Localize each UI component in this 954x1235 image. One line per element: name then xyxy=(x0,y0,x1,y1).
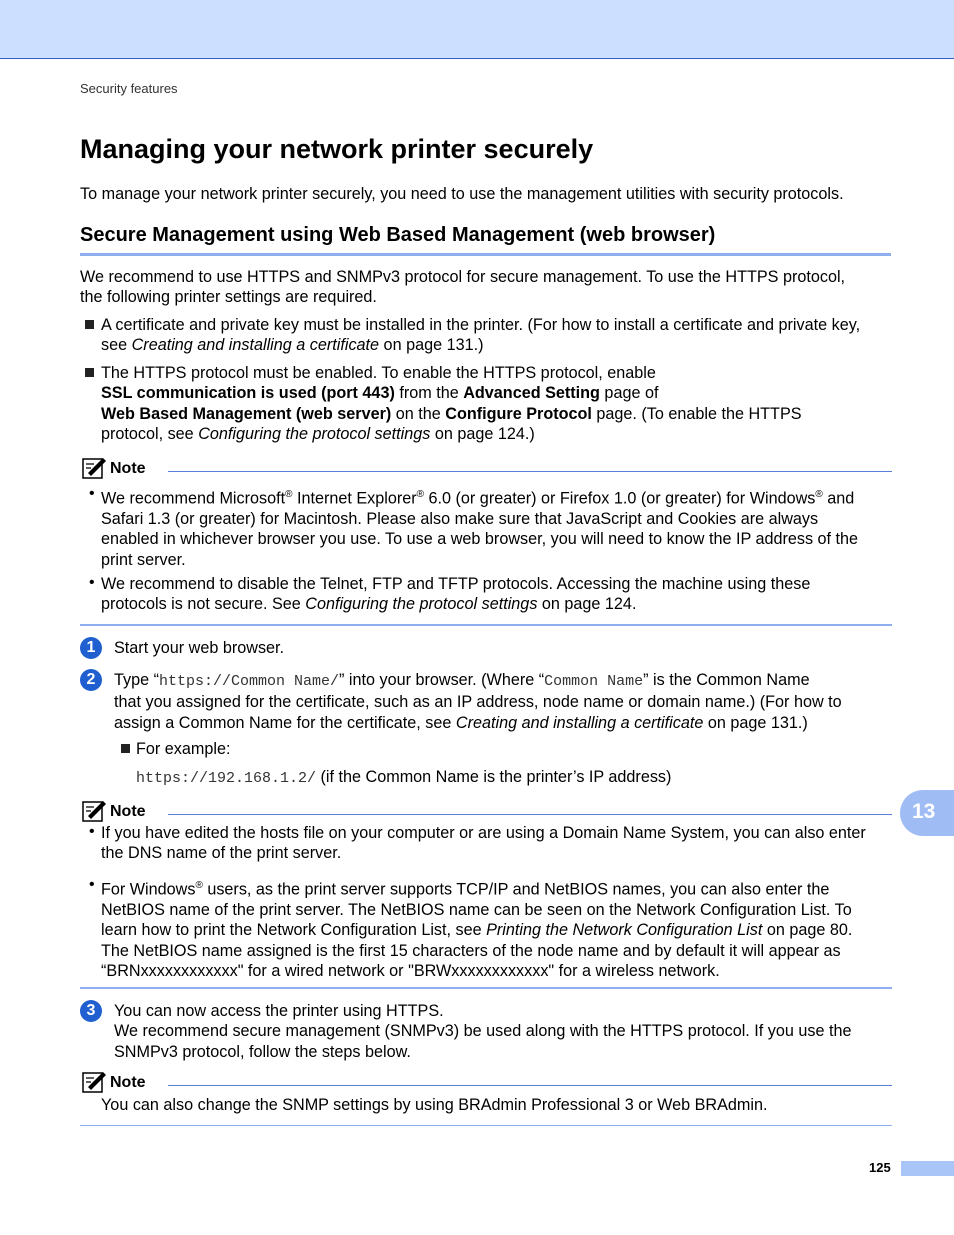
note2-item-netbios: For Windows® users, as the print server supports TCP/IP and NetBIOS names, you can also enter the NetBIOS name of the print server. The NetBIOS name can be seen on the Network Configuration List. To learn how to print the Network Configuration List, see Printing the Network Configuration List on page 80. The NetBIOS name assigned is the first 15 characters of the node name and by default it will appear as “BRNxxxxxxxxxxxx" for a wired network or "BRWxxxxxxxxxxxx" for a wireless network. xyxy=(101,880,853,981)
note-end-rule xyxy=(80,1125,892,1126)
note-end-rule xyxy=(80,624,892,626)
example-label: For example: xyxy=(136,740,231,758)
bullet-square-icon xyxy=(85,320,94,329)
note-pencil-icon xyxy=(82,456,108,480)
page-number: 125 xyxy=(869,1160,891,1175)
note2-item-dns: If you have edited the hosts file on your computer or are using a Domain Name System, you can also enter the DNS name of the print server. xyxy=(101,824,866,863)
bullet-certificate: A certificate and private key must be installed in the printer. (For how to install a certificate and private key, see Creating and installing a certificate on page 131.) xyxy=(101,316,861,355)
step-3-text: You can now access the printer using HTTPS. We recommend secure management (SNMPv3) be used along with the HTTPS protocol. If you use the SNMPv3 protocol, follow the steps below. xyxy=(114,1002,852,1061)
note-header: Note xyxy=(80,799,892,823)
page-title: Managing your network printer securely xyxy=(80,134,594,164)
bullet-square-icon xyxy=(121,744,130,753)
bullet-https: The HTTPS protocol must be enabled. To enable the HTTPS protocol, enable SSL communication is used (port 443) from the Advanced Setting page of Web Based Management (web server) on the Configure Protocol page. (To enable the HTTPS protocol, see Configuring the protocol settings on page 124.) xyxy=(101,364,802,444)
step-1-text: Start your web browser. xyxy=(114,639,285,657)
note-header: Note xyxy=(80,1070,892,1094)
step-3-badge: 3 xyxy=(80,1000,102,1022)
chapter-tab: 13 xyxy=(900,790,954,836)
section-heading: Secure Management using Web Based Management (web browser) xyxy=(80,224,891,256)
note1-item-browser: We recommend Microsoft® Internet Explorer® 6.0 (or greater) or Firefox 1.0 (or greater) for Windows® and Safari 1.3 (or greater) for Macintosh. Please also make sure that JavaScript and Cookies are always enabled in whichever browser you use. To use a web browser, you will need to know the IP address of the print server. xyxy=(101,489,859,569)
note-header: Note xyxy=(80,456,892,480)
link-creating-certificate[interactable]: Creating and installing a certificate xyxy=(131,336,380,355)
link-protocol-settings[interactable]: Configuring the protocol settings xyxy=(305,595,538,614)
section-paragraph: We recommend to use HTTPS and SNMPv3 protocol for secure management. To use the HTTPS protocol, the following printer settings are required. xyxy=(80,268,846,307)
note-pencil-icon xyxy=(82,1070,108,1094)
note-end-rule xyxy=(80,987,892,989)
intro-paragraph: To manage your network printer securely, you need to use the management utilities with security protocols. xyxy=(80,185,844,203)
step-2-badge: 2 xyxy=(80,669,102,691)
running-title: Security features xyxy=(80,81,178,96)
example-line: https://192.168.1.2/ (if the Common Name is the printer’s IP address) xyxy=(136,768,672,787)
page-number-bar xyxy=(901,1161,954,1176)
step-2-text: Type “https://Common Name/” into your browser. (Where “Common Name” is the Common Name that you assigned for the certificate, such as an IP address, node name or domain name.) (For how to assign a Common Name for the certificate, see Creating and installing a certificate on page 131.) xyxy=(114,671,842,732)
header-band xyxy=(0,0,954,59)
link-creating-certificate[interactable]: Creating and installing a certificate xyxy=(455,713,704,732)
note-pencil-icon xyxy=(82,799,108,823)
note1-item-protocols: We recommend to disable the Telnet, FTP and TFTP protocols. Accessing the machine using these protocols is not secure. See Configuring the protocol settings on page 124. xyxy=(101,575,811,614)
note3-text: You can also change the SNMP settings by using BRAdmin Professional 3 or Web BRAdmin. xyxy=(101,1096,768,1114)
step-1-badge: 1 xyxy=(80,637,102,659)
bullet-square-icon xyxy=(85,368,94,377)
link-protocol-settings[interactable]: Configuring the protocol settings xyxy=(198,425,431,444)
link-network-config-list[interactable]: Printing the Network Configuration List xyxy=(486,921,763,940)
